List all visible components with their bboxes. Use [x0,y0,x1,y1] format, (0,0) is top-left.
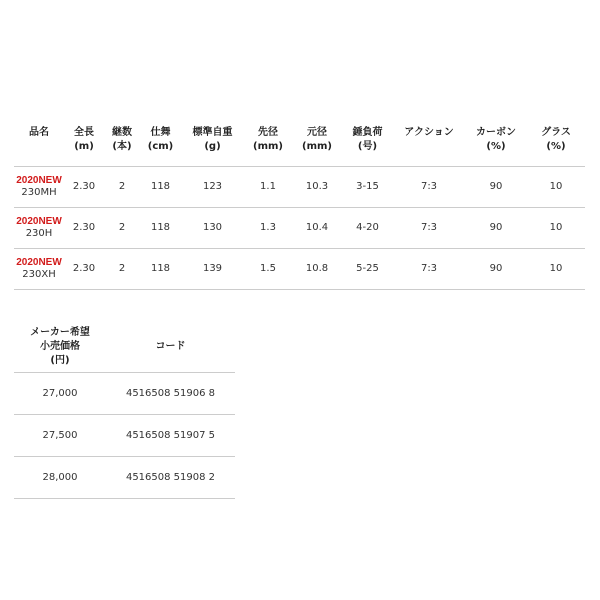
closed-length-cell: 118 [140,166,181,207]
table-row [14,372,235,414]
sinker-load-cell: 4-20 [342,207,393,248]
model-name: 230XH [22,268,56,280]
tip-diameter-cell: 1.1 [244,166,292,207]
carbon-cell: 90 [465,248,527,289]
carbon-cell: 90 [465,166,527,207]
new-tag: 2020NEW [16,215,62,227]
action-cell: 7:3 [393,248,465,289]
header-tip-diameter: 先径 (mm) [253,127,283,152]
weight-cell: 130 [181,207,244,248]
table-row [14,166,585,207]
new-tag: 2020NEW [16,174,62,186]
length-cell: 2.30 [64,207,104,248]
header-sinker-load: 錘負荷 (号) [352,127,383,152]
glass-cell: 10 [527,207,585,248]
carbon-cell: 90 [465,207,527,248]
weight-cell: 123 [181,166,244,207]
table-row [14,248,585,289]
table-row [14,207,585,248]
header-weight: 標準自重 (g) [192,127,233,152]
product-name-cell [14,166,64,207]
header-carbon: カーボン (%) [476,127,516,152]
table-row [14,414,235,456]
action-cell: 7:3 [393,207,465,248]
price-cell: 27,000 [14,372,106,414]
price-cell: 27,500 [14,414,106,456]
spec-table [14,122,585,290]
code-cell: 4516508 51906 8 [106,372,235,414]
pieces-cell: 2 [104,207,140,248]
header-action: アクション [404,127,454,138]
tip-diameter-cell: 1.3 [244,207,292,248]
sinker-load-cell: 5-25 [342,248,393,289]
price-header-row [14,322,235,372]
glass-cell: 10 [527,166,585,207]
closed-length-cell: 118 [140,248,181,289]
header-name: 品名 [29,127,49,138]
weight-cell: 139 [181,248,244,289]
product-name-cell [14,248,64,289]
model-name: 230MH [21,186,57,198]
length-cell: 2.30 [64,166,104,207]
sinker-load-cell: 3-15 [342,166,393,207]
tip-diameter-cell: 1.5 [244,248,292,289]
price-cell: 28,000 [14,456,106,498]
butt-diameter-cell: 10.4 [292,207,342,248]
pieces-cell: 2 [104,248,140,289]
spec-header-row [14,122,585,166]
product-name-cell [14,207,64,248]
header-butt-diameter: 元径 (mm) [302,127,332,152]
closed-length-cell: 118 [140,207,181,248]
header-pieces: 継数 (本) [112,127,132,152]
new-tag: 2020NEW [16,256,62,268]
action-cell: 7:3 [393,166,465,207]
pieces-cell: 2 [104,166,140,207]
price-table [14,322,235,499]
butt-diameter-cell: 10.3 [292,166,342,207]
butt-diameter-cell: 10.8 [292,248,342,289]
code-cell: 4516508 51908 2 [106,456,235,498]
header-glass: グラス (%) [541,127,571,152]
header-closed-length: 仕舞 (cm) [147,127,174,152]
table-row [14,456,235,498]
model-name: 230H [25,227,53,239]
header-code: コード [155,341,186,352]
header-length: 全長 (m) [74,127,94,152]
code-cell: 4516508 51907 5 [106,414,235,456]
header-retail-price: メーカー希望 小売価格 (円) [30,327,90,366]
glass-cell: 10 [527,248,585,289]
length-cell: 2.30 [64,248,104,289]
